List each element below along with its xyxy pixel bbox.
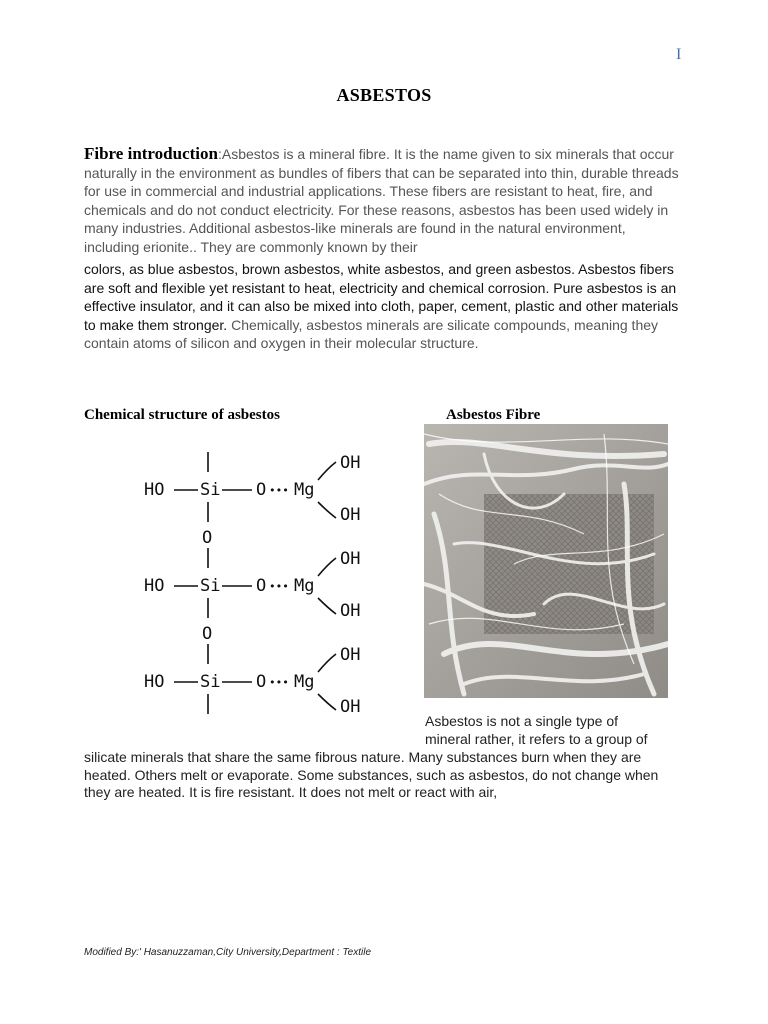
asbestos-fibre-photo [424,424,668,698]
si-label: Si [200,480,221,500]
oh-label: OH [340,645,361,665]
oh-label: OH [340,601,361,621]
intro-part-3: Chemically, asbestos minerals are silicate compounds, meaning they contain atoms of silicon and oxygen in their molecular structure. [84,316,659,351]
mg-label: Mg [294,672,315,692]
intro-part-1: :Asbestos is a mineral fibre. It is the name given to six minerals that occur naturally in the environment as bundles of fibers that can be separated into thin, durable threads for use in commercial and industrial applications. These fibers are resistant to heat, fire, and chemicals and do not conduct electricity. For these reasons, asbestos has been used widely in many industries. Additional asbestos-like minerals are found in the natural environment, including erionite.. They are commonly known by their [84,146,679,255]
ho-label: HO [144,576,165,596]
intro-lead: Fibre introduction [84,144,218,163]
intro-paragraph [84,145,684,353]
dots-label: ••• [269,580,289,593]
intro-part-2: colors, as blue asbestos, brown asbestos, white asbestos, and green asbestos. Asbestos fibers are soft and flexible yet resistant to heat, electricity and chemical corrosion. Pure asbestos is an effective insulator, and it can also be mixed into cloth, paper, cement, plastic and other materials to make them stronger. Chemically, asbestos minerals are silicate compounds, meaning they contain atoms of silicon and oxygen in their molecular structure. [84,261,679,351]
oh-label: OH [340,697,361,717]
footer-credit: Modified By:' Hasanuzzaman,City University,Department : Textile [84,947,372,958]
dots-label: ••• [269,676,289,689]
o-label: O [256,576,267,596]
oh-label: OH [340,505,361,525]
o-label: O [256,480,267,500]
o-label: O [256,672,267,692]
mg-label: Mg [294,480,315,500]
dots-label: ••• [269,484,289,497]
oh-label: OH [340,453,361,473]
chemical-structure-diagram [98,440,418,730]
oh-label: OH [340,549,361,569]
page-number: I [676,46,682,63]
ho-label: HO [144,672,165,692]
heading-asbestos-fibre: Asbestos Fibre [446,407,541,423]
structure-unit-1 [144,452,360,568]
o-bridge-label: O [202,528,213,548]
paragraph-2-start: Asbestos is not a single type of mineral rather, it refers to a group of [425,713,648,747]
structure-unit-3 [144,645,360,717]
mg-label: Mg [294,576,315,596]
paragraph-2-continued: silicate minerals that share the same fibrous nature. Many substances burn when they are heated. Others melt or evaporate. Some substances, such as asbestos, do not change when they are heated. It is fire resistant. It does not melt or react with air, [84,749,659,800]
o-bridge-label: O [202,624,213,644]
heading-chemical-structure: Chemical structure of asbestos [84,407,280,423]
page-title: ASBESTOS [336,85,432,105]
structure-unit-2 [144,549,360,664]
si-label: Si [200,576,221,596]
ho-label: HO [144,480,165,500]
si-label: Si [200,672,221,692]
